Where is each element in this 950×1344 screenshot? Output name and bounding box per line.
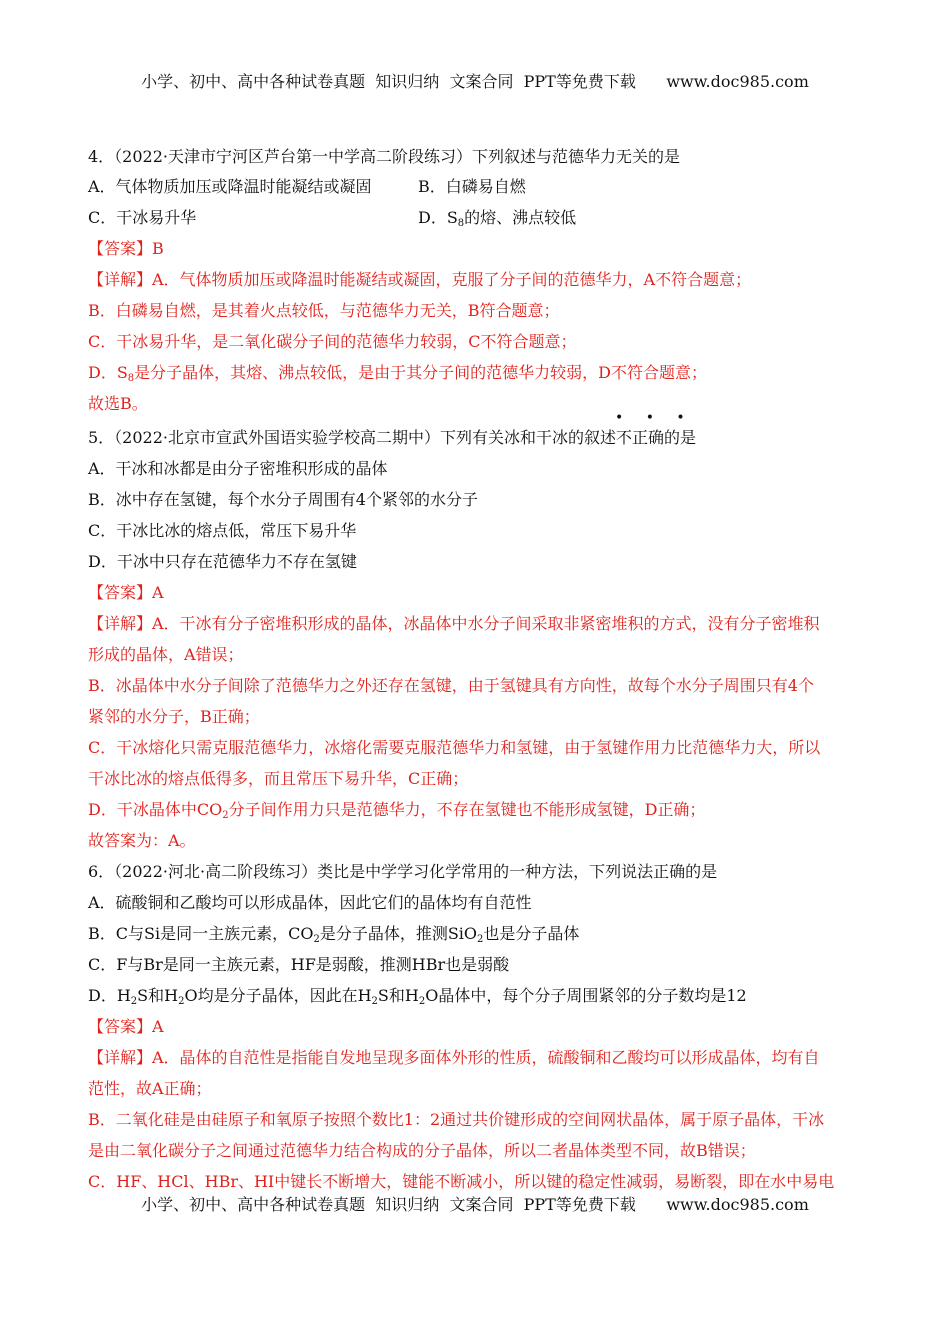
q6-detail-c-line1: C．HF、HCl、HBr、HI中键长不断增大，键能不断减小，所以键的稳定性减弱，易断裂，即在水中易电: [88, 1172, 835, 1191]
q6-option-a: A．硫酸铜和乙酸均可以形成晶体，因此它们的晶体均有自范性: [88, 893, 532, 912]
q6-stem: 6．（2022·河北·高二阶段练习）类比是中学学习化学常用的一种方法，下列说法正确的是: [88, 862, 718, 881]
q4-detail-a: 【详解】A．气体物质加压或降温时能凝结或凝固，克服了分子间的范德华力，A不符合题意；: [88, 270, 752, 289]
q4-detail-b: B．白磷易自燃，是其着火点较低，与范德华力无关，B符合题意；: [88, 301, 560, 320]
emphasis-dots: • • •: [615, 410, 694, 426]
q5-detail-b-line1: B．冰晶体中水分子间除了范德华力之外还存在氢键，由于氢键具有方向性，故每个水分子周围只有4个: [88, 676, 814, 695]
q6-detail-a-line2: 范性，故A正确；: [88, 1079, 212, 1098]
q5-answer: 【答案】A: [88, 583, 164, 602]
q6-detail-b-line2: 是由二氧化碳分子之间通过范德华力结合构成的分子晶体，所以二者晶体类型不同，故B错误；: [88, 1141, 756, 1160]
q5-detail-b-line2: 紧邻的水分子，B正确；: [88, 707, 260, 726]
q6-answer: 【答案】A: [88, 1017, 164, 1036]
q6-option-d: D．$H_2S$和$H_2O$均是分子晶体，因此在$H_2S$和$H_2O$晶体中，每个分子周围紧邻的分子数均是12: [88, 986, 747, 1007]
q4-stem: 4．（2022·天津市宁河区芦台第一中学高二阶段练习）下列叙述与范德华力无关的是: [88, 147, 680, 166]
q5-option-a: A．干冰和冰都是由分子密堆积形成的晶体: [88, 459, 388, 478]
q4-detail-c: C．干冰易升华，是二氧化碳分子间的范德华力较弱，C不符合题意；: [88, 332, 577, 351]
q4-option-d: D．$S_8$的熔、沸点较低: [418, 208, 577, 229]
q6-detail-a-line1: 【详解】A．晶体的自范性是指能自发地呈现多面体外形的性质，硫酸铜和乙酸均可以形成晶体，均有自: [88, 1048, 820, 1067]
q5-detail-a-line2: 形成的晶体，A错误；: [88, 645, 244, 664]
page-header: 小学、初中、高中各种试卷真题 知识归纳 文案合同 PPT等免费下载 www.doc985.com: [141, 72, 809, 91]
q6-option-c: C．F与Br是同一主族元素，HF是弱酸，推测HBr也是弱酸: [88, 955, 510, 974]
q5-option-b: B．冰中存在氢键，每个水分子周围有4个紧邻的水分子: [88, 490, 478, 509]
q5-detail-c-line1: C．干冰熔化只需克服范德华力，冰熔化需要克服范德华力和氢键，由于氢键作用力比范德华力大，所以: [88, 738, 821, 757]
page-footer: 小学、初中、高中各种试卷真题 知识归纳 文案合同 PPT等免费下载 www.doc985.com: [141, 1195, 809, 1214]
q4-detail-d: D．$S_8$是分子晶体，其熔、沸点较低，是由于其分子间的范德华力较弱，D不符合题意；: [88, 363, 708, 384]
q4-option-c: C．干冰易升华: [88, 208, 197, 227]
q4-option-b: B．白磷易自燃: [418, 177, 526, 196]
q5-detail-a-line1: 【详解】A．干冰有分子密堆积形成的晶体，冰晶体中水分子间采取非紧密堆积的方式，没有分子密堆积: [88, 614, 820, 633]
q4-answer: 【答案】B: [88, 239, 164, 258]
q5-stem: 5．（2022·北京市宣武外国语实验学校高二期中）下列有关冰和干冰的叙述不正确的是: [88, 428, 696, 447]
q6-option-b: B．C与Si是同一主族元素，$CO_2$是分子晶体，推测SiO$_2$也是分子晶体: [88, 924, 580, 945]
q5-conclusion: 故答案为：A。: [88, 831, 196, 850]
q5-option-d: D．干冰中只存在范德华力不存在氢键: [88, 552, 357, 571]
q6-detail-b-line1: B．二氧化硅是由硅原子和氧原子按照个数比1：2通过共价键形成的空间网状晶体，属于原子晶体，干冰: [88, 1110, 825, 1129]
q4-conclusion: 故选B。: [88, 394, 148, 413]
q4-option-a: A．气体物质加压或降温时能凝结或凝固: [88, 177, 372, 196]
q5-option-c: C．干冰比冰的熔点低，常压下易升华: [88, 521, 357, 540]
q5-detail-d: D．干冰晶体中$CO_2$分子间作用力只是范德华力，不存在氢键也不能形成氢键，D正确；: [88, 800, 706, 821]
q5-detail-c-line2: 干冰比冰的熔点低得多，而且常压下易升华，C正确；: [88, 769, 469, 788]
